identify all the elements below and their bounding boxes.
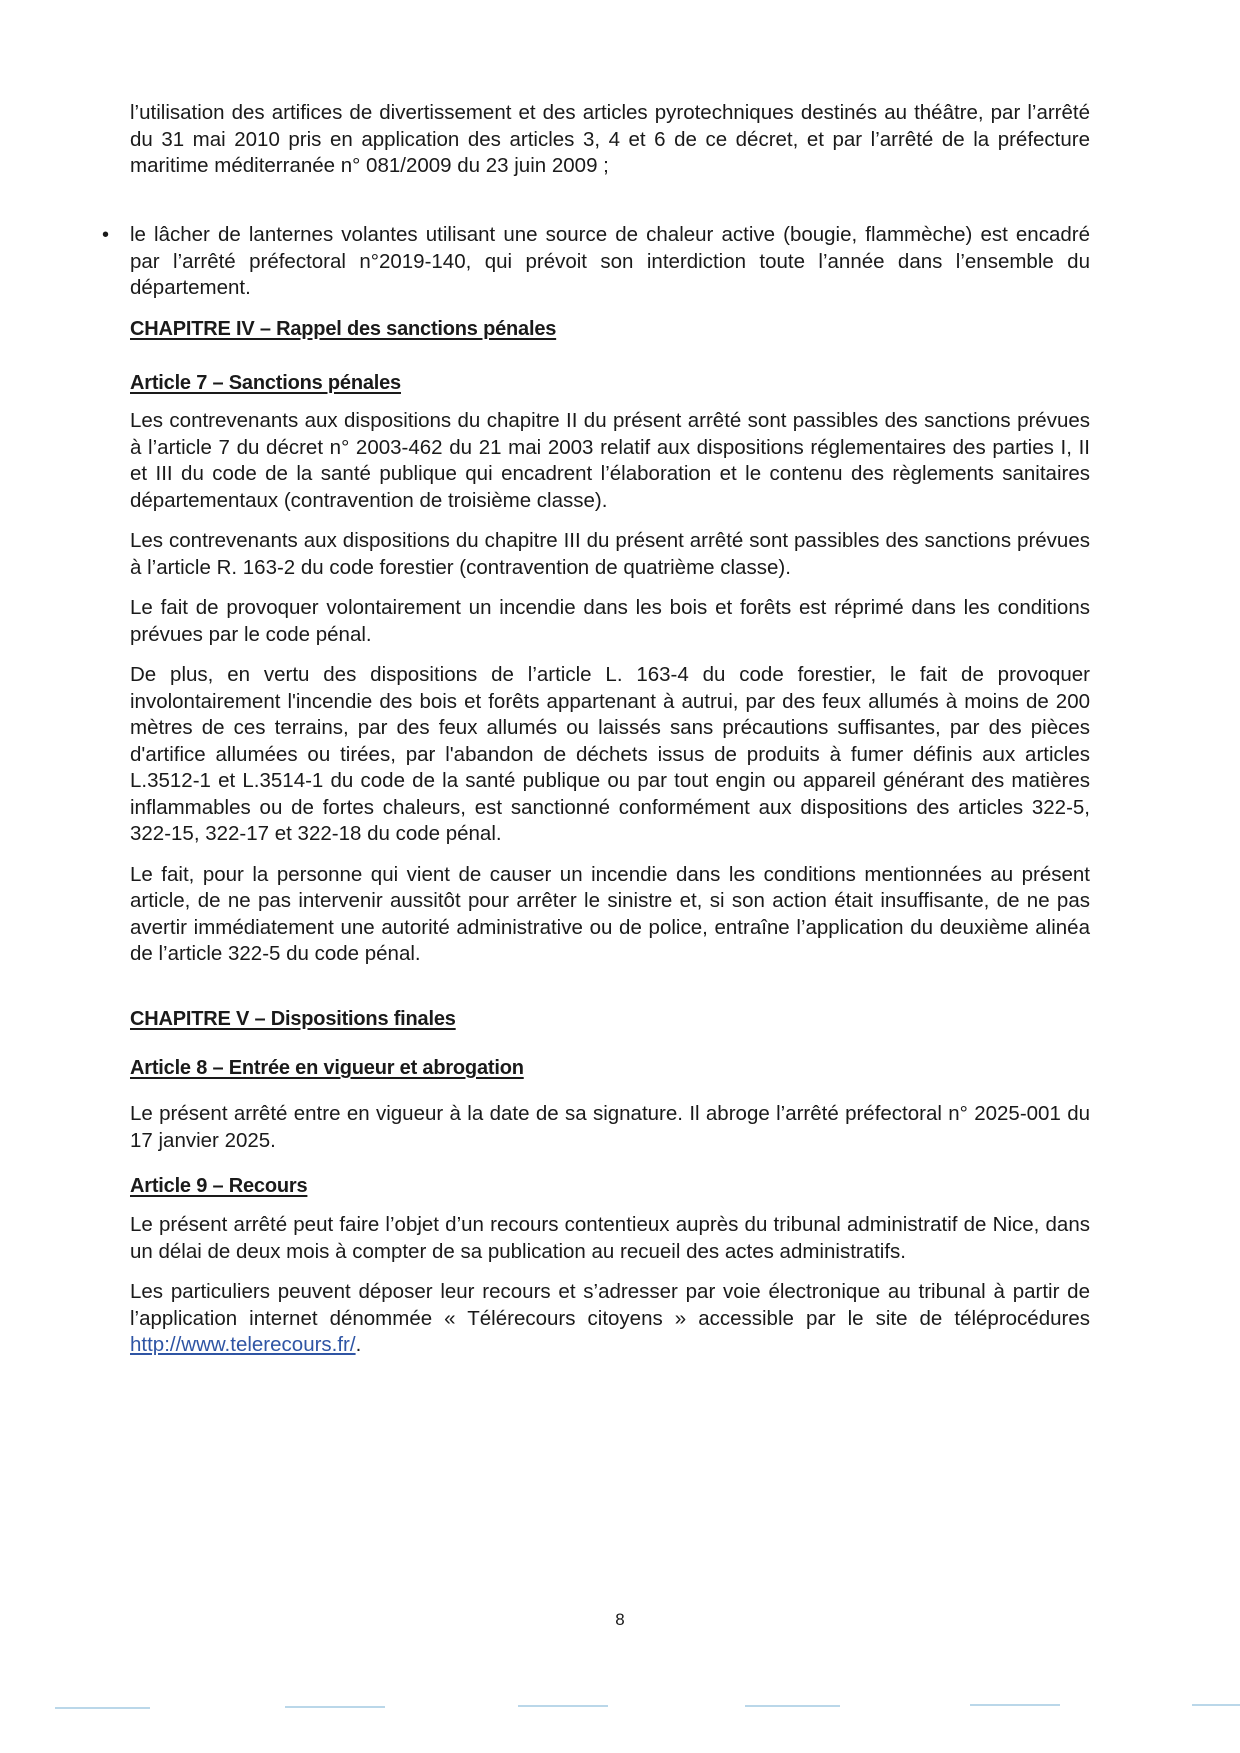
chapter-4-heading: CHAPITRE IV – Rappel des sanctions pénales [130,318,557,340]
scan-line [745,1705,840,1707]
bullet-item [102,222,1090,302]
scan-line [518,1705,608,1707]
article-9-paragraph-2-text: Les particuliers peuvent déposer leur recours et s’adresser par voie électronique au tribunal à partir de l’application internet dénommée « Télérecours citoyens » accessible par le site de téléprocédures [130,1280,1090,1330]
link-trailing-period: . [355,1333,362,1356]
article-7-body [130,408,1090,968]
bullet-list [102,222,1090,302]
scan-line [285,1706,385,1708]
scan-line [970,1704,1060,1706]
bullet-text: le lâcher de lanternes volantes utilisant une source de chaleur active (bougie, flammèche) est encadré par l’arrêté préfectoral n°2019-140, qui prévoit son interdiction toute l’année dans l’ensemble du département. [130,223,1090,299]
article-7-paragraph-5: Le fait, pour la personne qui vient de causer un incendie dans les conditions mentionnées au présent article, de ne pas intervenir aussitôt pour arrêter le sinistre et, si son action était insuffisante, de ne pas avertir immédiatement une autorité administrative ou de police, entraîne l’application du deuxième alinéa de l’article 322-5 du code pénal. [130,862,1090,965]
article-7-paragraph-4: De plus, en vertu des dispositions de l’article L. 163-4 du code forestier, le fait de provoquer involontairement l'incendie des bois et forêts appartenant à autrui, par des feux allumés à moins de 200 mètres de ces terrains, par des feux allumés ou laissés sans précautions suffisantes, par des pièces d'artifice allumées ou tirées, par l'abandon de déchets issus de produits à fumer définis aux articles L.3512-1 et L.3514-1 du code de la santé publique ou par tout engin ou appareil générant des matières inflammables ou de fortes chaleurs, est sanctionné conformément aux dispositions des articles 322-5, 322-15, 322-17 et 322-18 du code pénal. [130,663,1090,845]
article-8-heading: Article 8 – Entrée en vigueur et abrogation [130,1057,524,1079]
article-8-body [130,1101,1090,1154]
article-9-paragraph-1: Le présent arrêté peut faire l’objet d’un recours contentieux auprès du tribunal administratif de Nice, dans un délai de deux mois à compter de sa publication au recueil des actes administratifs. [130,1213,1090,1263]
article-8-paragraph-1: Le présent arrêté entre en vigueur à la date de sa signature. Il abroge l’arrêté préfectoral n° 2025-001 du 17 janvier 2025. [130,1102,1090,1152]
scan-line [1192,1704,1240,1706]
article-9-heading: Article 9 – Recours [130,1175,308,1197]
intro-continuation-paragraph: l’utilisation des artifices de divertissement et des articles pyrotechniques destinés au théâtre, par l’arrêté du 31 mai 2010 pris en application des articles 3, 4 et 6 de ce décret, et par l’arrêté de la préfecture maritime méditerranée n° 081/2009 du 23 juin 2009 ; [130,101,1090,177]
chapter-5-heading: CHAPITRE V – Dispositions finales [130,1008,456,1030]
article-7-paragraph-2: Les contrevenants aux dispositions du chapitre III du présent arrêté sont passibles des sanctions prévues à l’article R. 163-2 du code forestier (contravention de quatrième classe). [130,529,1090,579]
article-9-paragraph-2 [130,1279,1090,1359]
telerecours-link[interactable]: http://www.telerecours.fr/ [130,1333,356,1356]
article-7-paragraph-1: Les contrevenants aux dispositions du chapitre II du présent arrêté sont passibles des sanctions prévues à l’article 7 du décret n° 2003-462 du 21 mai 2003 relatif aux dispositions réglementaires des parties I, II et III du code de la santé publique qui encadrent l’élaboration et le contenu des règlements sanitaires départementaux (contravention de troisième classe). [130,409,1090,512]
article-7-paragraph-3: Le fait de provoquer volontairement un incendie dans les bois et forêts est réprimé dans les conditions prévues par le code pénal. [130,596,1090,646]
article-7-heading: Article 7 – Sanctions pénales [130,372,401,394]
article-9-body [130,1212,1090,1359]
scan-line [55,1707,150,1709]
bullet-icon: • [102,224,110,246]
page-number: 8 [615,1610,625,1629]
scan-artifact-lines [0,1705,1240,1709]
